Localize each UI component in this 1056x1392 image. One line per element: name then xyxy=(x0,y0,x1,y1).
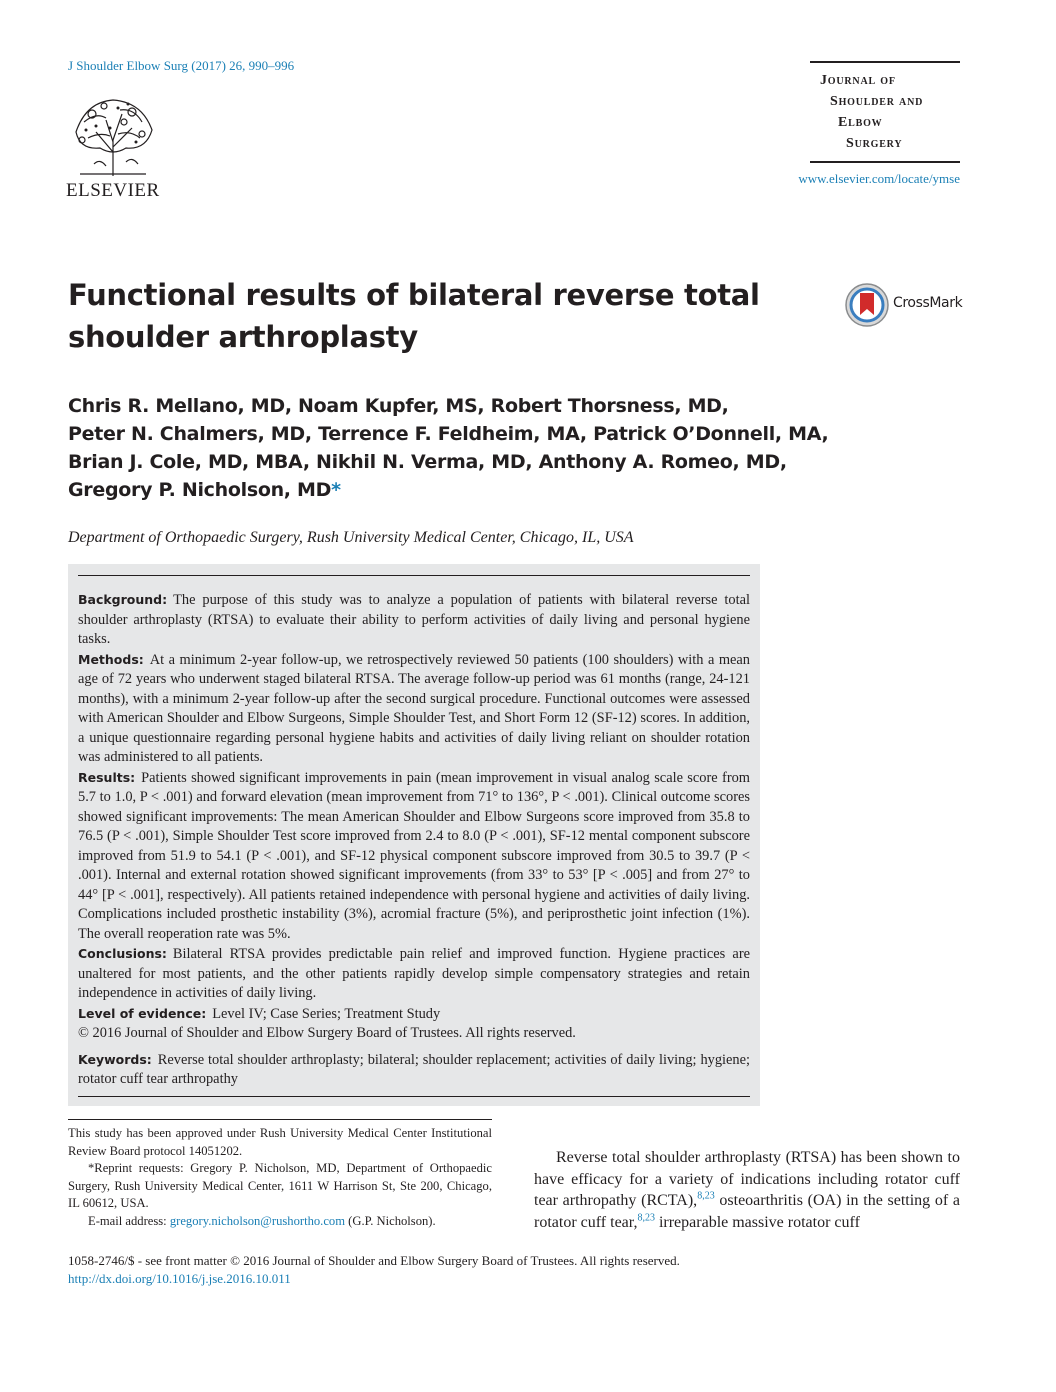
crossmark-icon xyxy=(845,283,889,327)
section-text: The purpose of this study was to analyze a population of patients with bilateral reverse total shoulder arthroplasty (RTSA) to evaluate their ability to perform activities of daily living and personal hygiene tasks. xyxy=(78,592,750,647)
email-suffix: (G.P. Nicholson). xyxy=(348,1213,436,1228)
body-span: Reverse total shoulder arthroplasty (RTSA) has been shown to have efficacy for a variety of indications including rotator cuff tear arthropathy (RCTA), xyxy=(534,1149,960,1209)
abstract-top-rule xyxy=(78,575,750,576)
body-text xyxy=(534,1147,960,1233)
elsevier-tree-icon xyxy=(66,92,160,178)
author-line: Gregory P. Nicholson, MD xyxy=(68,479,332,501)
abstract-conclusions xyxy=(78,944,750,1004)
section-text: At a minimum 2-year follow-up, we retrospectively reviewed 50 patients (100 shoulders) with a mean age of 72 years who underwent staged bilateral RTSA. The average follow-up period was 61 months (range, 24-121 months), with a minimum 2-year follow-up after the second surgical procedure. Functional outcomes were assessed with American Shoulder and Elbow Surgeons, Simple Shoulder Test, and Short Form 12 (SF-12) scores. In addition, a unique questionnaire regarding personal hygiene habits and activities of daily living reliant on shoulder rotation was administered to all patients. xyxy=(78,651,750,765)
abstract-bottom-rule xyxy=(78,1096,750,1097)
section-text: Reverse total shoulder arthroplasty; bilateral; shoulder replacement; activities of daily living; hygiene; rotator cuff tear arthropathy xyxy=(78,1051,750,1087)
title-line: Functional results of bilateral reverse total xyxy=(68,278,760,312)
section-label: Keywords: xyxy=(78,1051,152,1067)
doi-link[interactable]: http://dx.doi.org/10.1016/j.jse.2016.10.011 xyxy=(68,1271,291,1286)
abstract-keywords xyxy=(78,1050,750,1090)
abstract-copyright: © 2016 Journal of Shoulder and Elbow Surgery Board of Trustees. All rights reserved. xyxy=(78,1025,576,1041)
article-title xyxy=(68,274,788,358)
publisher-wordmark: ELSEVIER xyxy=(66,180,160,201)
journal-name-line: Elbow xyxy=(838,115,883,130)
reference-link[interactable]: 8,23 xyxy=(697,1190,715,1202)
section-label: Conclusions: xyxy=(78,946,167,961)
body-span: irreparable massive rotator cuff xyxy=(654,1213,860,1231)
intro-paragraph xyxy=(534,1147,960,1233)
journal-name-line: Surgery xyxy=(846,136,903,151)
title-line: shoulder arthroplasty xyxy=(68,320,418,354)
email-link[interactable]: gregory.nicholson@rushortho.com xyxy=(169,1213,346,1228)
issn-line: 1058-2746/$ - see front matter © 2016 Journal of Shoulder and Elbow Surgery Board of Trustees. All rights reserved. xyxy=(68,1253,680,1268)
reference-link[interactable]: 8,23 xyxy=(637,1212,655,1224)
footnote-rule xyxy=(68,1119,492,1120)
abstract-level-of-evidence xyxy=(78,1004,750,1025)
crossmark-badge[interactable] xyxy=(845,281,965,329)
journal-url-link[interactable]: www.elsevier.com/locate/ymse xyxy=(798,171,960,186)
section-text: Bilateral RTSA provides predictable pain relief and improved function. Hygiene practices are unaltered for most patients, and the other patients rapidly develop simple compensatory strategies and retain independence in activities of daily living. xyxy=(78,946,750,1001)
abstract-background xyxy=(78,590,750,650)
section-text: Patients showed significant improvements in pain (mean improvement in visual analog scale score from 5.7 to 1.0, P < .001) and forward elevation (mean improvement from 71° to 136°, P < .001). Clinical outcome scores showed significant improvements: The mean American Shoulder and Elbow Surgeons score improved from 35.8 to 76.5 (P < .001), Simple Shoulder Test score improved from 2.4 to 8.0 (P < .001), SF-12 mental component subscore improved from 51.9 to 54.1 (P < .001), and SF-12 physical component subscore improved from 30.5 to 39.7 (P < .001). Internal and external rotation showed significant improvements (from 33° to 53° [P < .005] and from 27° to 44° [P < .001], respectively). All patients retained independence with personal hygiene and activities of daily living. Complications included prosthetic instability (3%), acromial fracture (5%), and periprosthetic joint infection (1%). The overall reoperation rate was 5%. xyxy=(78,769,750,942)
journal-citation[interactable]: J Shoulder Elbow Surg (2017) 26, 990–996 xyxy=(68,58,295,73)
affiliation: Department of Orthopaedic Surgery, Rush University Medical Center, Chicago, IL, USA xyxy=(68,529,634,546)
crossmark-label: CrossMark xyxy=(893,295,963,311)
abstract-methods xyxy=(78,650,750,768)
author-line: Peter N. Chalmers, MD, Terrence F. Feldheim, MA, Patrick O’Donnell, MA, xyxy=(68,423,829,445)
journal-name-line: Journal of xyxy=(820,73,896,88)
section-label: Background: xyxy=(78,592,168,607)
author-line: Brian J. Cole, MD, MBA, Nikhil N. Verma, MD, Anthony A. Romeo, MD, xyxy=(68,451,787,473)
corresponding-author-link[interactable]: * xyxy=(331,479,341,501)
email-label: E-mail address: xyxy=(88,1213,167,1228)
abstract-results xyxy=(78,768,750,945)
section-text: Level IV; Case Series; Treatment Study xyxy=(212,1005,441,1022)
elsevier-logo xyxy=(66,92,166,202)
body-span: osteoarthritis (OA) in the setting of a rotator cuff tear, xyxy=(534,1192,960,1231)
section-label: Level of evidence: xyxy=(78,1005,207,1021)
footnote-reprint: *Reprint requests: Gregory P. Nicholson, MD, Department of Orthopaedic Surgery, Rush University Medical Center, 1611 W Harrison St, Ste 200, Chicago, IL 60612, USA. xyxy=(68,1161,492,1210)
section-label: Results: xyxy=(78,769,136,785)
abstract-box xyxy=(68,564,760,1106)
section-label: Methods: xyxy=(78,651,144,667)
journal-name-line: Shoulder and xyxy=(830,94,924,109)
footnote-email xyxy=(68,1213,492,1231)
journal-masthead xyxy=(810,61,960,163)
footnotes xyxy=(68,1125,492,1230)
footnote-irb: This study has been approved under Rush University Medical Center Institutional Review Board protocol 14051202. xyxy=(68,1126,492,1158)
author-list xyxy=(68,392,848,504)
author-line: Chris R. Mellano, MD, Noam Kupfer, MS, Robert Thorsness, MD, xyxy=(68,395,729,417)
